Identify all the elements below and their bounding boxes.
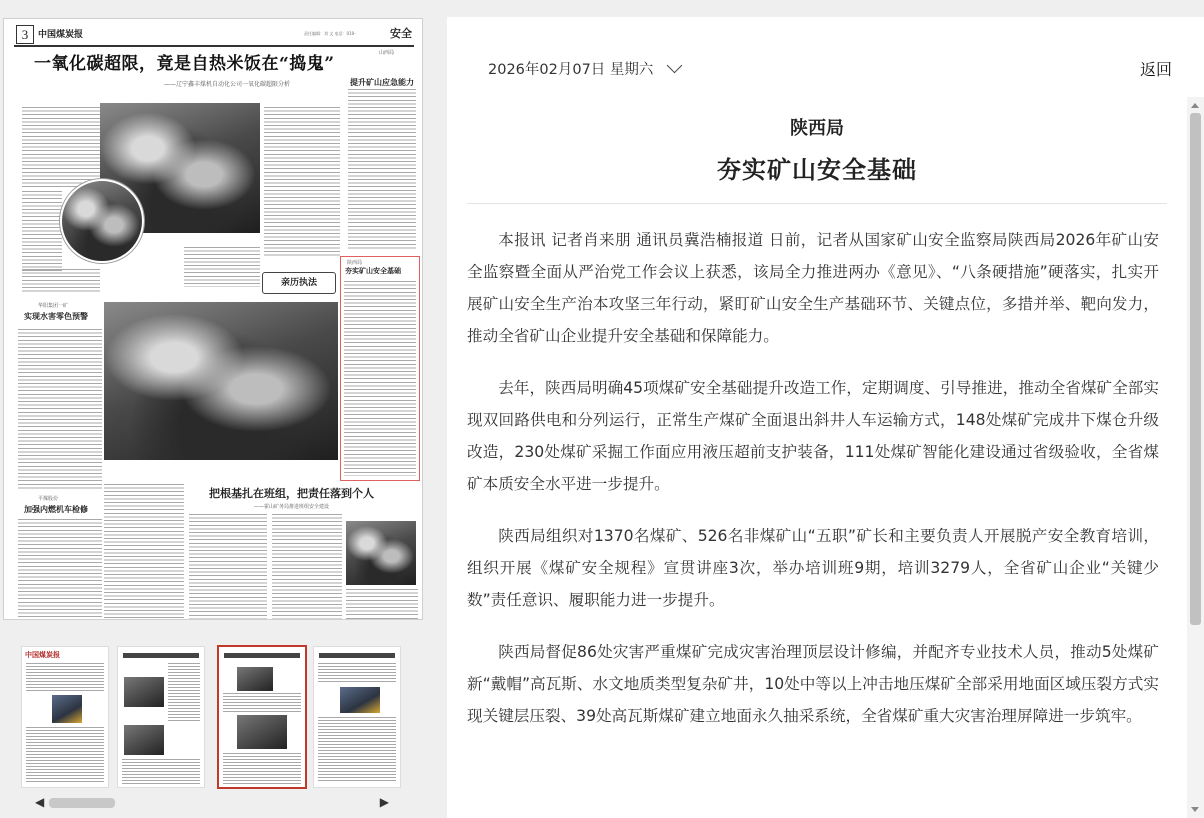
article-content [467,97,1167,752]
thumbnail-text [26,727,104,783]
article-paragraph: 去年，陕西局明确45项煤矿安全基础提升改造工作，定期调度、引导推进，推动全省煤矿全部实现双回路供电和分列运行，正常生产煤矿全面退出斜井人车运输方式，148处煤矿完成井下煤仓升级改造，230处煤矿采掘工作面应用液压超前支护装备，111处煤矿智能化建设通过省级验收，全省煤矿本质安全水平进一步提升。 [467,379,1159,493]
column-badge: 亲历执法 [262,272,336,294]
header-info: 责任编辑：刘 文 电话：010- [304,31,356,36]
article-scrollbar[interactable] [1187,97,1204,818]
article-body [467,224,1167,732]
news-photo-inset[interactable] [60,179,144,263]
bottom-headline[interactable]: 把根基扎在班组，把责任落到个人 [209,487,374,500]
article-panel [447,17,1204,818]
highlight-title: 夯实矿山安全基础 [345,266,401,275]
bottom-subheadline: ——霍山矿务局推进班组安全建设 [254,504,330,510]
thumbnail-masthead: 中国煤炭报 [25,650,60,659]
page-thumbnail-3-current[interactable] [217,645,307,789]
corner-kicker: 山西局 [379,50,395,56]
thumbnail-headline [123,653,199,658]
text-column [346,589,418,619]
page-thumbnail-1[interactable] [21,646,109,788]
text-column [22,269,100,294]
thumbnail-image [124,725,164,755]
article-toolbar [447,17,1204,97]
date-text: 2026年02月07日 星期六 [488,62,654,78]
news-photo-small[interactable] [346,521,416,585]
thumbnail-text [122,759,200,785]
text-column [22,107,102,189]
text-column [18,519,102,619]
thumbnail-image [124,677,164,707]
thumbnail-text [318,717,396,783]
page-thumbnail-4[interactable] [313,646,401,788]
selected-article-highlight[interactable] [340,256,420,481]
text-column [189,514,267,619]
thumbnail-text [168,663,200,723]
text-column [22,191,62,271]
article-kicker: 陕西局 [790,118,844,139]
left-kicker-2: 平煤股份 [38,496,59,502]
thumbnail-image [52,695,82,723]
scroll-down-icon[interactable] [1191,807,1199,812]
left-article-title-2[interactable]: 加强内燃机车检修 [24,504,88,514]
text-column [348,89,416,249]
page-headline[interactable]: 一氧化碳超限，竟是自热米饭在“捣鬼” [34,54,335,74]
page-subheadline: ——辽宁鑫丰煤机自动化公司一氧化碳超限分析 [164,81,291,88]
date-selector[interactable] [488,58,680,79]
thumbnail-headline [224,653,300,658]
left-article-title[interactable]: 实现水害零色预警 [24,311,88,321]
text-column [18,329,102,489]
news-photo-large[interactable] [104,302,338,460]
thumbnail-image [237,667,273,691]
text-column [184,247,260,287]
text-column [272,514,342,619]
thumbnail-scrollbar[interactable] [35,794,389,810]
thumbnail-text [26,663,104,693]
page-number: 3 [16,25,34,44]
article-title: 夯实矿山安全基础 [717,155,917,184]
thumbnail-scroll-thumb[interactable] [49,798,115,808]
thumbnail-image [340,687,380,713]
text-column [264,107,340,257]
highlight-kicker: 陕西局 [347,260,363,266]
page-thumbnail-2[interactable] [117,646,205,788]
scroll-right-icon[interactable]: ▶ [379,795,389,809]
thumbnail-text [318,663,396,683]
article-paragraph: 陕西局督促86处灾害严重煤矿完成灾害治理顶层设计修编，并配齐专业技术人员，推动5处煤矿新“戴帽”高瓦斯、水文地质类型复杂矿井，10处中等以上冲击地压煤矿全部采用地面区域压裂方式实现关键层压裂、39处高瓦斯煤矿建立地面永久抽采系统，全省煤矿重大灾害治理屏障进一步筑牢。 [467,643,1159,725]
scroll-left-icon[interactable]: ◀ [35,795,45,809]
thumbnail-image [237,715,287,749]
newspaper-page-view[interactable] [3,18,423,620]
left-kicker: 华阳集团一矿 [38,303,69,309]
text-column [104,484,184,619]
scroll-up-icon[interactable] [1191,103,1199,108]
article-paragraph: 陕西局组织对1370名煤矿、526名非煤矿山“五职”矿长和主要负责人开展脱产安全教育培训，组织开展《煤矿安全规程》宣贯讲座3次，举办培训班9期，培训3279人，全省矿山企业“关键少数”责任意识、履职能力进一步提升。 [467,527,1159,609]
newspaper-header [14,25,414,47]
back-button[interactable]: 返回 [1140,60,1173,79]
thumbnail-headline [319,653,395,658]
article-scroll-thumb[interactable] [1190,113,1201,625]
page-thumbnail-strip [3,628,421,818]
corner-article-title[interactable]: 提升矿山应急能力 [350,77,414,87]
thumbnail-text [223,753,301,785]
chevron-down-icon[interactable] [667,58,683,74]
masthead-logo: 中国煤炭报 [38,30,84,40]
title-divider [467,203,1167,204]
section-name: 安全 [390,27,412,40]
thumbnail-text [223,693,301,713]
article-paragraph: 本报讯 记者肖来朋 通讯员冀浩楠报道 日前，记者从国家矿山安全监察局陕西局2026年矿山安全监察暨全面从严治党工作会议上获悉，该局全力推进两办《意见》、“八条硬措施”硬落实，扎实开展矿山安全生产治本攻坚三年行动，紧盯矿山安全生产基础环节、关键点位，多措并举、靶向发力，推动全省矿山企业提升安全基础和保障能力。 [467,231,1159,345]
